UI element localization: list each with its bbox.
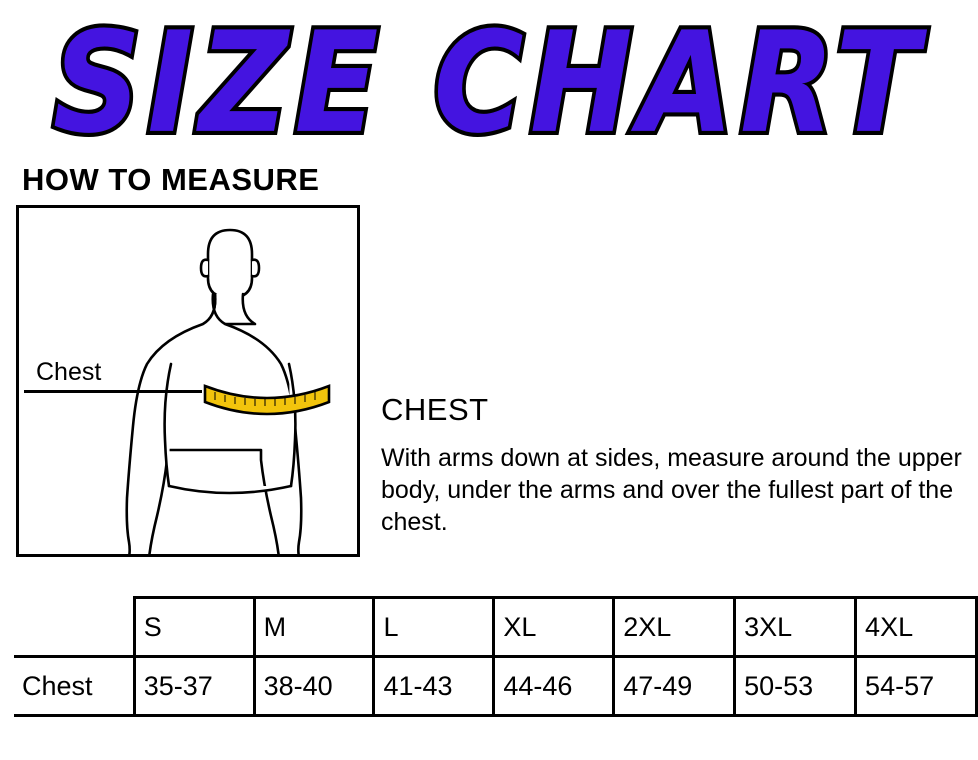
- page-title-text: SIZE CHART: [52, 1, 926, 164]
- table-header-4xl: 4XL: [856, 598, 977, 657]
- table-corner-cell: [14, 598, 134, 657]
- table-header-row: [14, 598, 977, 657]
- table-cell-chest-2xl: 47-49: [614, 657, 735, 716]
- table-header-3xl: 3XL: [735, 598, 856, 657]
- table-cell-chest-xl: 44-46: [494, 657, 614, 716]
- table-header-m: M: [254, 598, 374, 657]
- description-heading: CHEST: [381, 392, 489, 427]
- chest-callout-line: [24, 390, 202, 393]
- table-cell-chest-4xl: 54-57: [856, 657, 977, 716]
- description-block: [381, 392, 973, 538]
- table-cell-chest-s: 35-37: [134, 657, 254, 716]
- table-row-label-chest: Chest: [14, 657, 134, 716]
- table-cell-chest-l: 41-43: [374, 657, 494, 716]
- table-header-2xl: 2XL: [614, 598, 735, 657]
- description-body: With arms down at sides, measure around the upper body, under the arms and over the fullest part of the chest.: [381, 444, 962, 536]
- size-table: [14, 596, 978, 717]
- table-cell-chest-m: 38-40: [254, 657, 374, 716]
- section-heading-how-to-measure: HOW TO MEASURE: [22, 162, 320, 197]
- chest-callout-label: Chest: [36, 358, 102, 386]
- table-header-l: L: [374, 598, 494, 657]
- table-row: [14, 657, 977, 716]
- table-header-s: S: [134, 598, 254, 657]
- table-cell-chest-3xl: 50-53: [735, 657, 856, 716]
- page-title: [0, 0, 978, 164]
- table-header-xl: XL: [494, 598, 614, 657]
